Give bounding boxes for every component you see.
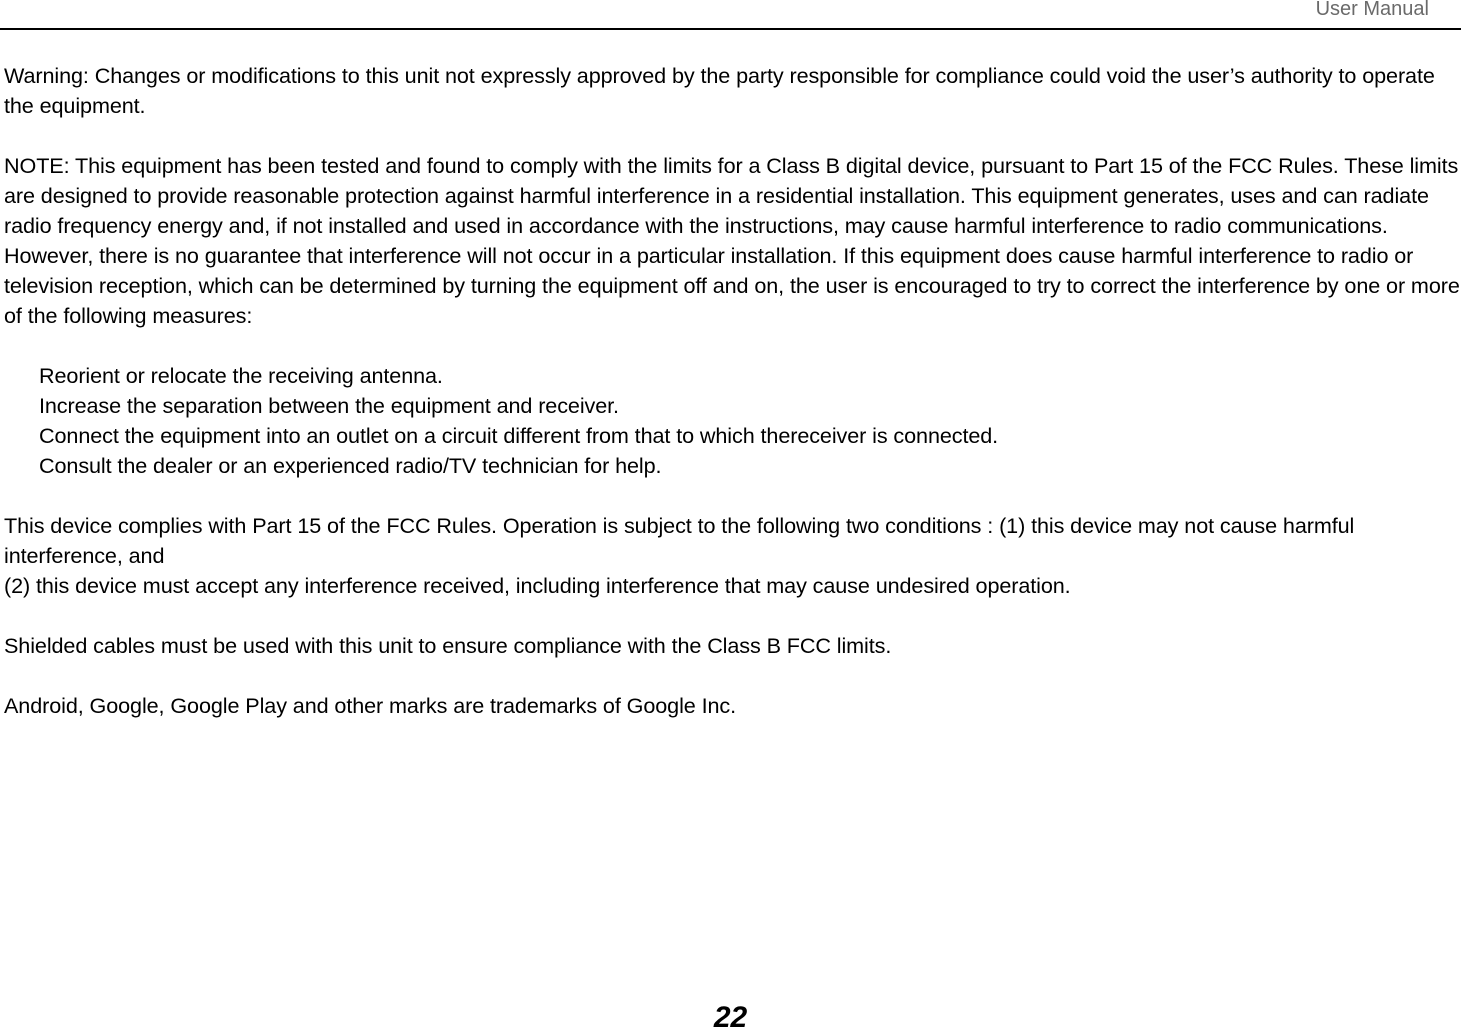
paragraph-gap xyxy=(4,481,1460,511)
warning-paragraph: Warning: Changes or modifications to this unit not expressly approved by the party responsible for compliance could void the user’s authority to operate the equipment. xyxy=(4,63,1435,118)
paragraph-gap xyxy=(4,331,1460,361)
measures-list xyxy=(4,361,1460,481)
measure-item: Increase the separation between the equipment and receiver. xyxy=(39,393,619,418)
measure-item: Reorient or relocate the receiving antenna. xyxy=(39,363,443,388)
compliance-paragraph: This device complies with Part 15 of the FCC Rules. Operation is subject to the following two conditions : (1) this device may not cause harmful interference, and xyxy=(4,513,1355,568)
measure-item: Connect the equipment into an outlet on a circuit different from that to which thereceiver is connected. xyxy=(39,423,999,448)
header-title: User Manual xyxy=(1315,0,1429,20)
note-paragraph: NOTE: This equipment has been tested and found to comply with the limits for a Class B digital device, pursuant to Part 15 of the FCC Rules. These limits are designed to provide reasonable protection against harmful interference in a residential installation. This equipment generates, uses and can radiate radio frequency energy and, if not installed and used in accordance with the instructions, may cause harmful interference to radio communications. xyxy=(4,153,1459,238)
guarantee-paragraph: However, there is no guarantee that interference will not occur in a particular installation. If this equipment does cause harmful interference to radio or television reception, which can be determined by turning the equipment off and on, the user is encouraged to try to correct the interference by one or more of the following measures: xyxy=(4,243,1460,328)
paragraph-gap xyxy=(4,601,1460,631)
page-number: 22 xyxy=(713,1001,748,1034)
shielded-cables-paragraph: Shielded cables must be used with this unit to ensure compliance with the Class B FCC limits. xyxy=(4,633,892,658)
paragraph-gap xyxy=(4,661,1460,691)
measure-item: Consult the dealer or an experienced radio/TV technician for help. xyxy=(39,453,662,478)
trademarks-paragraph: Android, Google, Google Play and other marks are trademarks of Google Inc. xyxy=(4,693,736,718)
compliance-conditions: (2) this device must accept any interference received, including interference that may cause undesired operation. xyxy=(4,573,1071,598)
header-divider xyxy=(0,28,1461,30)
paragraph-gap xyxy=(4,121,1460,151)
page-body xyxy=(4,61,1460,721)
